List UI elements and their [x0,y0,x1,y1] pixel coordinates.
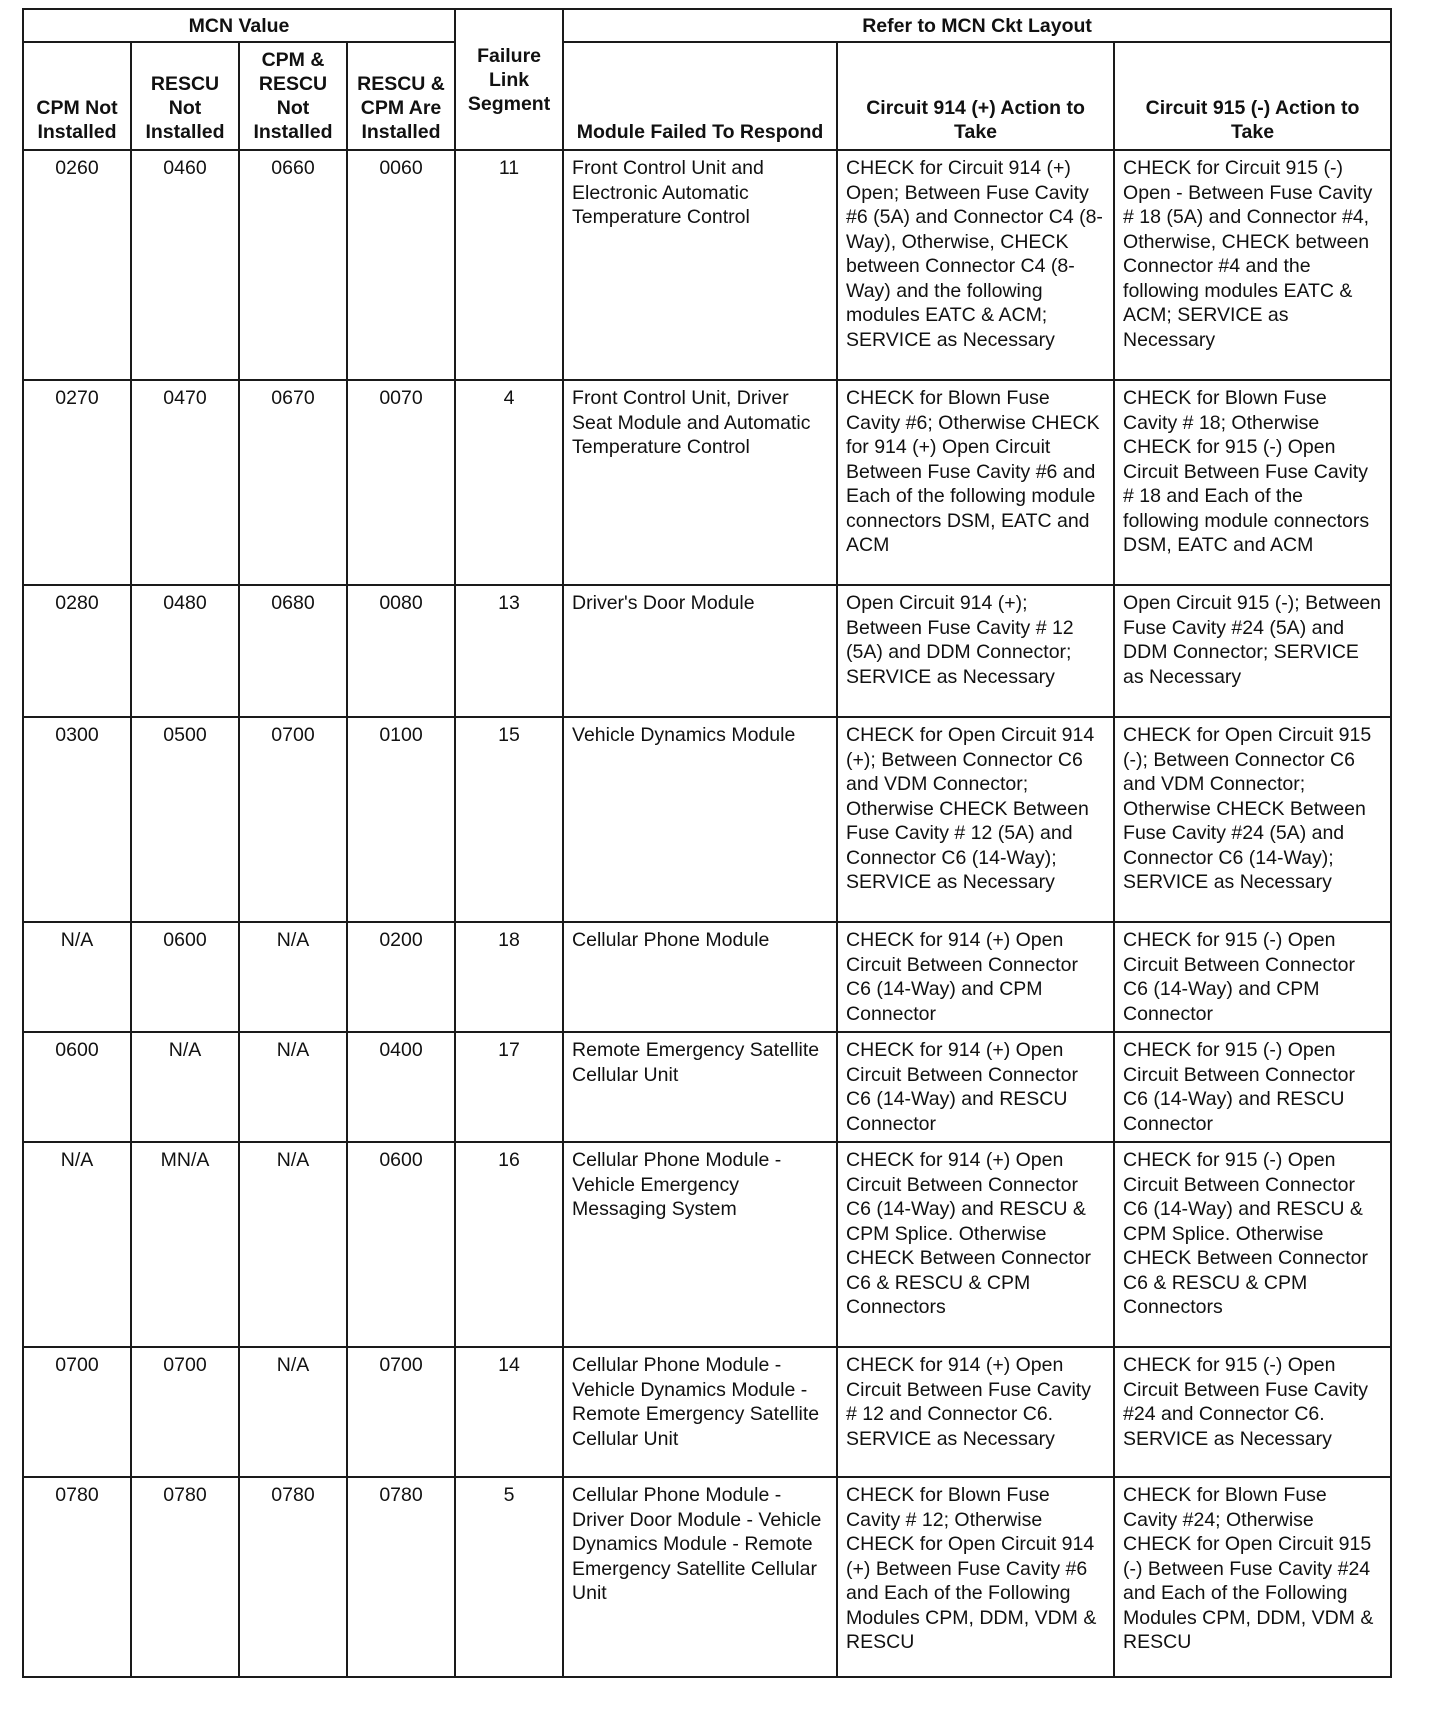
rescu-cpm-installed-cell: 0060 [347,150,455,380]
failure-link-segment-cell: 14 [455,1347,563,1477]
failure-link-segment-cell: 17 [455,1032,563,1142]
circuit-914-header: Circuit 914 (+) Action to Take [837,42,1114,150]
circuit-914-action-cell: CHECK for 914 (+) Open Circuit Between Connector C6 (14-Way) and RESCU & CPM Splice. Otherwise CHECK Between Connector C6 & RESCU & CPM Connectors [837,1142,1114,1347]
module-failed-cell: Front Control Unit, Driver Seat Module and Automatic Temperature Control [563,380,837,585]
rescu-cpm-installed-cell: 0100 [347,717,455,922]
circuit-914-action-cell: CHECK for Open Circuit 914 (+); Between Connector C6 and VDM Connector; Otherwise CHECK Between Fuse Cavity # 12 (5A) and Connector C6 (14-Way); SERVICE as Necessary [837,717,1114,922]
table-row [23,1032,1391,1142]
circuit-915-action-cell: CHECK for Open Circuit 915 (-); Between Connector C6 and VDM Connector; Otherwise CHECK Between Fuse Cavity #24 (5A) and Connector C6 (14-Way); SERVICE as Necessary [1114,717,1391,922]
circuit-915-action-cell: Open Circuit 915 (-); Between Fuse Cavity #24 (5A) and DDM Connector; SERVICE as Necessary [1114,585,1391,717]
rescu-not-installed-cell: N/A [131,1032,239,1142]
cpm-rescu-not-installed-cell: 0680 [239,585,347,717]
cpm-not-installed-cell: N/A [23,1142,131,1347]
cpm-rescu-not-installed-cell: 0660 [239,150,347,380]
cpm-not-installed-cell: 0260 [23,150,131,380]
mcn-value-header: MCN Value [23,9,455,42]
table-row [23,380,1391,585]
cpm-not-installed-cell: 0700 [23,1347,131,1477]
failure-link-segment-header: Failure Link Segment [455,9,563,150]
circuit-914-action-cell: CHECK for 914 (+) Open Circuit Between Connector C6 (14-Way) and CPM Connector [837,922,1114,1032]
mcn-diagnostic-table [22,8,1392,1678]
table-row [23,585,1391,717]
rescu-not-installed-cell: 0700 [131,1347,239,1477]
cpm-rescu-not-installed-cell: 0670 [239,380,347,585]
table-row [23,150,1391,380]
rescu-not-installed-cell: 0470 [131,380,239,585]
rescu-cpm-installed-cell: 0780 [347,1477,455,1677]
circuit-915-action-cell: CHECK for Blown Fuse Cavity # 18; Otherwise CHECK for 915 (-) Open Circuit Between Fuse Cavity # 18 and Each of the following module connectors DSM, EATC and ACM [1114,380,1391,585]
cpm-rescu-not-installed-cell: 0780 [239,1477,347,1677]
circuit-914-action-cell: CHECK for Circuit 914 (+) Open; Between Fuse Cavity #6 (5A) and Connector C4 (8-Way), Otherwise, CHECK between Connector C4 (8-Way) and the following modules EATC & ACM; SERVICE as Necessary [837,150,1114,380]
table-header [23,9,1391,150]
circuit-915-action-cell: CHECK for Circuit 915 (-) Open - Between Fuse Cavity # 18 (5A) and Connector #4, Otherwise, CHECK between Connector #4 and the following modules EATC & ACM; SERVICE as Necessary [1114,150,1391,380]
cpm-not-installed-cell: 0270 [23,380,131,585]
circuit-914-action-cell: CHECK for Blown Fuse Cavity #6; Otherwise CHECK for 914 (+) Open Circuit Between Fuse Cavity #6 and Each of the following module connectors DSM, EATC and ACM [837,380,1114,585]
failure-link-segment-cell: 18 [455,922,563,1032]
circuit-915-action-cell: CHECK for 915 (-) Open Circuit Between Connector C6 (14-Way) and RESCU & CPM Splice. Otherwise CHECK Between Connector C6 & RESCU & CPM Connectors [1114,1142,1391,1347]
rescu-cpm-installed-cell: 0600 [347,1142,455,1347]
cpm-not-installed-header: CPM Not Installed [23,42,131,150]
cpm-not-installed-cell: 0600 [23,1032,131,1142]
cpm-rescu-not-installed-header: CPM & RESCU Not Installed [239,42,347,150]
module-failed-cell: Front Control Unit and Electronic Automatic Temperature Control [563,150,837,380]
table-row [23,922,1391,1032]
failure-link-segment-cell: 13 [455,585,563,717]
header-group-row [23,9,1391,42]
table-row [23,1347,1391,1477]
rescu-not-installed-cell: 0600 [131,922,239,1032]
cpm-rescu-not-installed-cell: N/A [239,1347,347,1477]
rescu-cpm-installed-header: RESCU & CPM Are Installed [347,42,455,150]
circuit-915-action-cell: CHECK for Blown Fuse Cavity #24; Otherwise CHECK for Open Circuit 915 (-) Between Fuse Cavity #24 and Each of the Following Modules CPM, DDM, VDM & RESCU [1114,1477,1391,1677]
table-row [23,1142,1391,1347]
rescu-not-installed-cell: 0460 [131,150,239,380]
cpm-rescu-not-installed-cell: N/A [239,1142,347,1347]
module-failed-header: Module Failed To Respond [563,42,837,150]
module-failed-cell: Cellular Phone Module [563,922,837,1032]
module-failed-cell: Vehicle Dynamics Module [563,717,837,922]
circuit-915-header: Circuit 915 (-) Action to Take [1114,42,1391,150]
module-failed-cell: Cellular Phone Module - Vehicle Emergency Messaging System [563,1142,837,1347]
rescu-cpm-installed-cell: 0070 [347,380,455,585]
rescu-not-installed-cell: 0500 [131,717,239,922]
rescu-not-installed-cell: 0480 [131,585,239,717]
failure-link-segment-cell: 4 [455,380,563,585]
circuit-915-action-cell: CHECK for 915 (-) Open Circuit Between Fuse Cavity #24 and Connector C6. SERVICE as Necessary [1114,1347,1391,1477]
circuit-915-action-cell: CHECK for 915 (-) Open Circuit Between Connector C6 (14-Way) and CPM Connector [1114,922,1391,1032]
header-column-row [23,42,1391,150]
cpm-rescu-not-installed-cell: N/A [239,922,347,1032]
failure-link-segment-cell: 16 [455,1142,563,1347]
rescu-cpm-installed-cell: 0400 [347,1032,455,1142]
failure-link-segment-cell: 15 [455,717,563,922]
module-failed-cell: Cellular Phone Module - Vehicle Dynamics Module - Remote Emergency Satellite Cellular Unit [563,1347,837,1477]
circuit-914-action-cell: CHECK for 914 (+) Open Circuit Between Fuse Cavity # 12 and Connector C6. SERVICE as Necessary [837,1347,1114,1477]
table-row [23,717,1391,922]
circuit-914-action-cell: CHECK for Blown Fuse Cavity # 12; Otherwise CHECK for Open Circuit 914 (+) Between Fuse Cavity #6 and Each of the Following Modules CPM, DDM, VDM & RESCU [837,1477,1114,1677]
refer-to-layout-header: Refer to MCN Ckt Layout [563,9,1391,42]
rescu-not-installed-cell: 0780 [131,1477,239,1677]
failure-link-segment-cell: 11 [455,150,563,380]
cpm-rescu-not-installed-cell: 0700 [239,717,347,922]
cpm-not-installed-cell: 0300 [23,717,131,922]
rescu-cpm-installed-cell: 0080 [347,585,455,717]
table-body [23,150,1391,1677]
table-row [23,1477,1391,1677]
rescu-not-installed-header: RESCU Not Installed [131,42,239,150]
cpm-rescu-not-installed-cell: N/A [239,1032,347,1142]
module-failed-cell: Cellular Phone Module - Driver Door Module - Vehicle Dynamics Module - Remote Emergency Satellite Cellular Unit [563,1477,837,1677]
failure-link-segment-cell: 5 [455,1477,563,1677]
circuit-914-action-cell: Open Circuit 914 (+); Between Fuse Cavity # 12 (5A) and DDM Connector; SERVICE as Necessary [837,585,1114,717]
cpm-not-installed-cell: 0780 [23,1477,131,1677]
rescu-cpm-installed-cell: 0200 [347,922,455,1032]
rescu-not-installed-cell: MN/A [131,1142,239,1347]
circuit-915-action-cell: CHECK for 915 (-) Open Circuit Between Connector C6 (14-Way) and RESCU Connector [1114,1032,1391,1142]
cpm-not-installed-cell: 0280 [23,585,131,717]
module-failed-cell: Driver's Door Module [563,585,837,717]
module-failed-cell: Remote Emergency Satellite Cellular Unit [563,1032,837,1142]
rescu-cpm-installed-cell: 0700 [347,1347,455,1477]
cpm-not-installed-cell: N/A [23,922,131,1032]
circuit-914-action-cell: CHECK for 914 (+) Open Circuit Between Connector C6 (14-Way) and RESCU Connector [837,1032,1114,1142]
